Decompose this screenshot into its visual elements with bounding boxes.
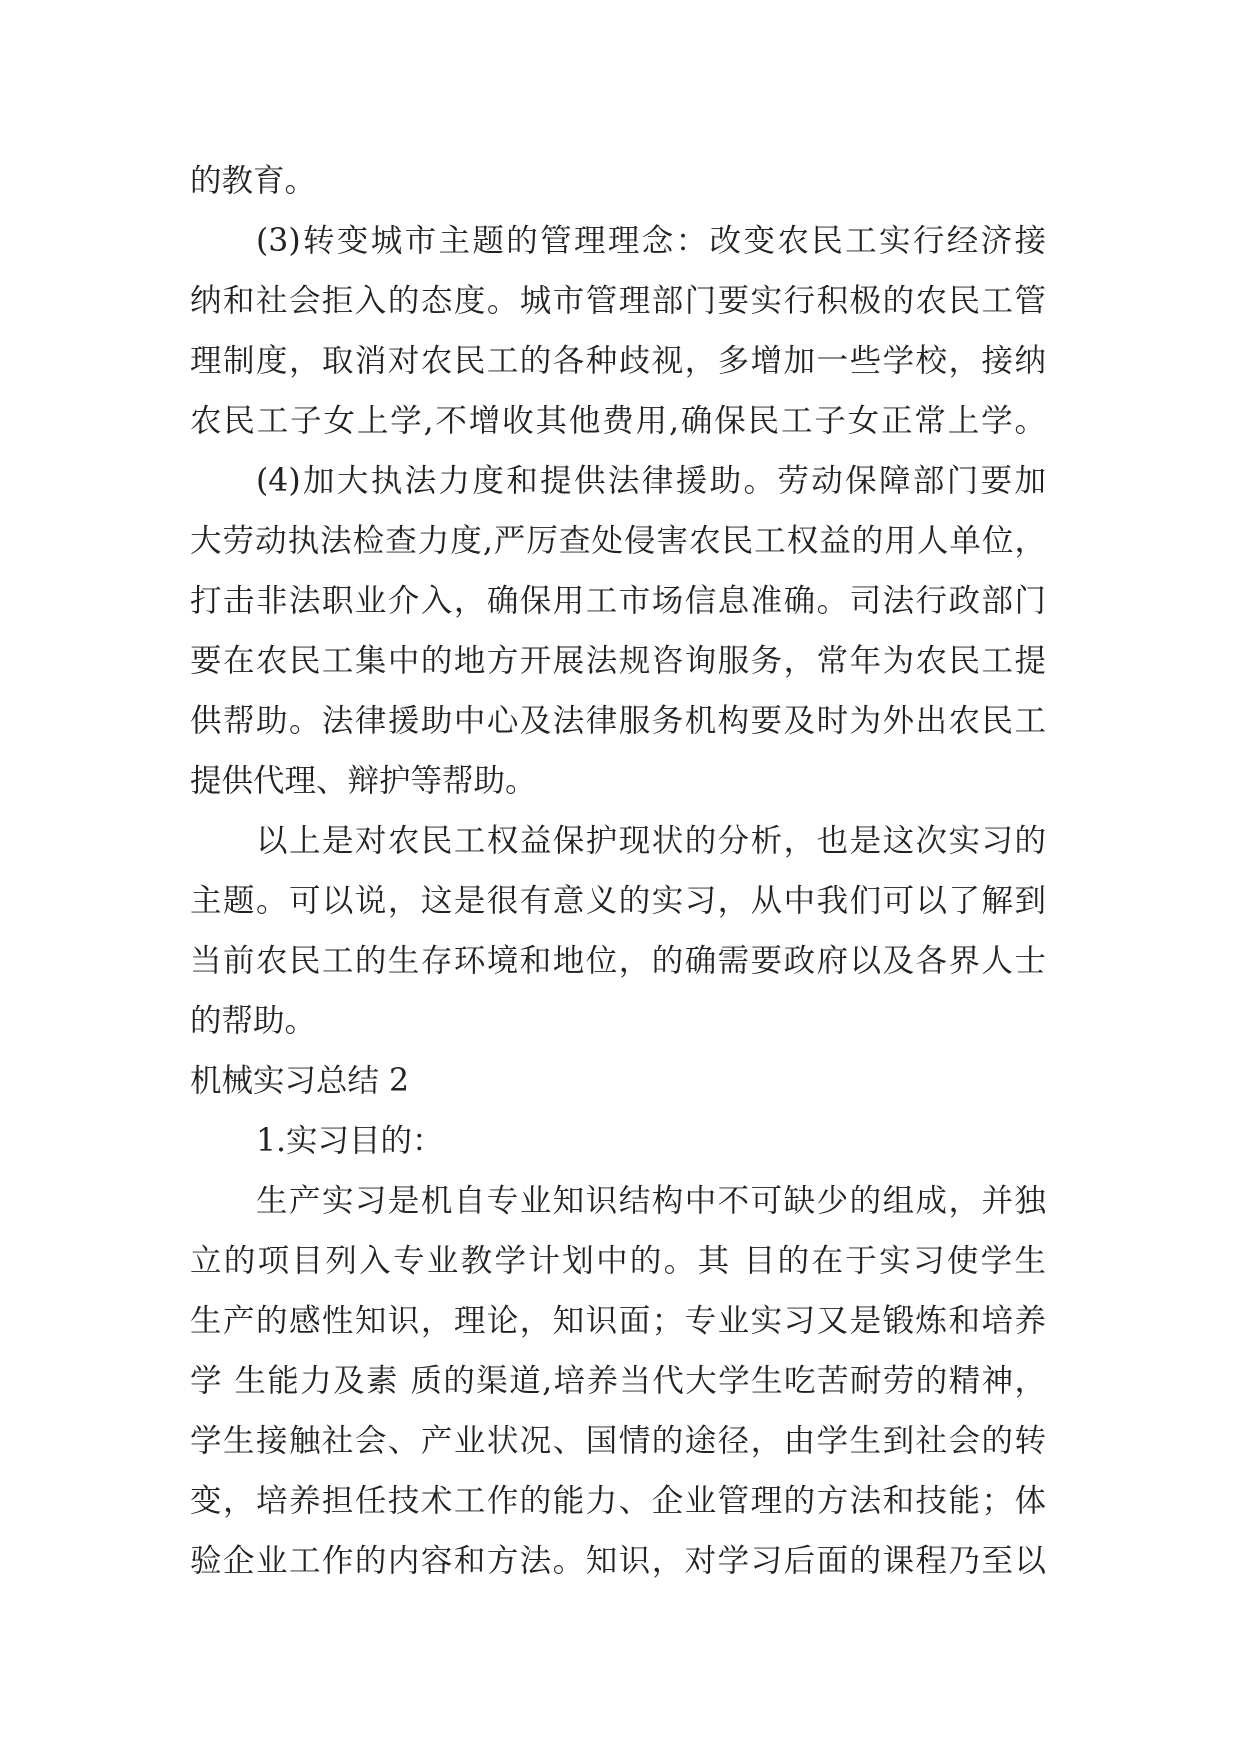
section-title: 机械实习总结 2 xyxy=(190,1063,410,1099)
text-line: 生产实习是机自专业知识结构中不可缺少的组成，并独 xyxy=(256,1183,1046,1219)
text-line: 当前农民工的生存环境和地位，的确需要政府以及各界人士 xyxy=(190,943,1046,979)
text-line: 学 生能力及素 质的渠道,培养当代大学生吃苦耐劳的精神， xyxy=(190,1363,1046,1399)
text-line: 大劳动执法检查力度,严厉查处侵害农民工权益的用人单位， xyxy=(190,523,1046,559)
subsection-heading: 1.实习目的： xyxy=(256,1123,444,1159)
paragraph-3-heading-line: (3)转变城市主题的管理理念：改变农民工实行经济接 xyxy=(256,223,1046,259)
paragraph-4-heading-line: (4)加大执法力度和提供法律援助。劳动保障部门要加 xyxy=(256,463,1046,499)
text-line: 理制度，取消对农民工的各种歧视，多增加一些学校，接纳 xyxy=(190,343,1046,379)
text-line: 立的项目列入专业教学计划中的。其 目的在于实习使学生 xyxy=(190,1243,1046,1279)
text-line: 生产的感性知识，理论，知识面；专业实习又是锻炼和培养 xyxy=(190,1303,1046,1339)
text-line: 验企业工作的内容和方法。知识，对学习后面的课程乃至以 xyxy=(190,1543,1046,1579)
text-line: 打击非法职业介入，确保用工市场信息准确。司法行政部门 xyxy=(190,583,1046,619)
text-line: 变，培养担任技术工作的能力、企业管理的方法和技能；体 xyxy=(190,1483,1046,1519)
text-line: 要在农民工集中的地方开展法规咨询服务，常年为农民工提 xyxy=(190,643,1046,679)
text-line: 的教育。 xyxy=(190,163,317,199)
text-line: 纳和社会拒入的态度。城市管理部门要实行积极的农民工管 xyxy=(190,283,1046,319)
text-line: 提供代理、辩护等帮助。 xyxy=(190,763,537,799)
text-line: 的帮助。 xyxy=(190,1003,317,1039)
text-line: 学生接触社会、产业状况、国情的途径，由学生到社会的转 xyxy=(190,1423,1046,1459)
text-line: 供帮助。法律援助中心及法律服务机构要及时为外出农民工 xyxy=(190,703,1046,739)
text-line: 主题。可以说，这是很有意义的实习，从中我们可以了解到 xyxy=(190,883,1046,919)
summary-paragraph-line: 以上是对农民工权益保护现状的分析，也是这次实习的 xyxy=(256,823,1046,859)
text-line: 农民工子女上学,不增收其他费用,确保民工子女正常上学。 xyxy=(190,403,1046,439)
